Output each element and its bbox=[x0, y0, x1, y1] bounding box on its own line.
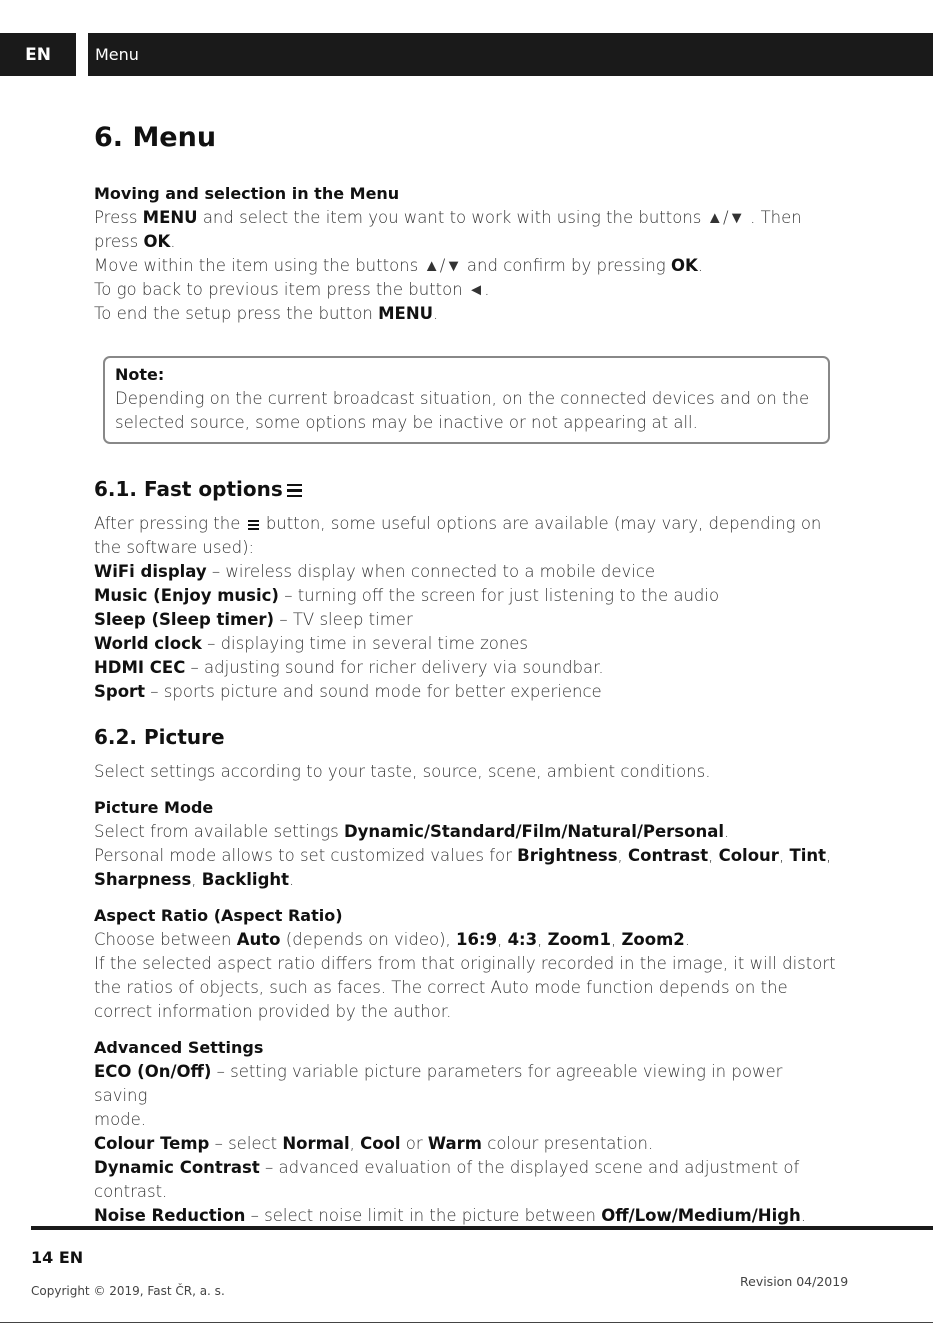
text: , bbox=[191, 870, 202, 889]
ok-key: OK bbox=[670, 256, 698, 275]
text: To end the setup press the button bbox=[94, 304, 379, 323]
contrast-term: Contrast bbox=[628, 846, 709, 865]
picture-intro: Select settings according to your taste, source, scene, ambient conditions. bbox=[94, 762, 711, 781]
option-name: Sleep (Sleep timer) bbox=[94, 610, 275, 629]
fast-option-item bbox=[94, 560, 839, 584]
text: . bbox=[289, 870, 295, 889]
header-bar bbox=[88, 33, 933, 76]
text: , bbox=[617, 846, 629, 865]
aspect-ratio-line-3: the ratios of objects, such as faces. The correct Auto mode function depends on the bbox=[94, 978, 788, 997]
option-desc: – turning off the screen for just listening to the audio bbox=[278, 586, 720, 605]
revision: Revision 04/2019 bbox=[740, 1274, 849, 1289]
text: , bbox=[610, 930, 622, 949]
menu-icon bbox=[287, 481, 302, 501]
text: After pressing the bbox=[94, 514, 246, 533]
text: Personal mode allows to set customized values for bbox=[94, 846, 518, 865]
eco-line-2: mode. bbox=[94, 1110, 147, 1129]
text: Select from available settings bbox=[94, 822, 344, 841]
sharpness-term: Sharpness bbox=[94, 870, 192, 889]
section-title-picture: 6.2. Picture bbox=[94, 725, 225, 749]
dynamic-contrast-line-2: contrast. bbox=[94, 1182, 168, 1201]
option-desc: – sports picture and sound mode for better experience bbox=[145, 682, 602, 701]
header-title: Menu bbox=[95, 45, 139, 64]
note-line-1: Depending on the current broadcast situation, on the connected devices and on the bbox=[115, 389, 810, 408]
language-label: EN bbox=[25, 44, 51, 65]
fast-intro-1 bbox=[94, 512, 839, 536]
picture-mode-line-2 bbox=[94, 844, 839, 868]
noise-reduction-line bbox=[94, 1204, 839, 1228]
normal-term: Normal bbox=[282, 1134, 350, 1153]
aspect-ratio-line-2: If the selected aspect ratio differs from that originally recorded in the image, it will distort bbox=[94, 954, 836, 973]
ok-key: OK bbox=[143, 232, 171, 251]
fast-option-item bbox=[94, 608, 839, 632]
option-desc: – wireless display when connected to a mobile device bbox=[206, 562, 656, 581]
noise-values: Off/Low/Medium/High bbox=[601, 1206, 801, 1225]
text: colour presentation. bbox=[482, 1134, 654, 1153]
language-badge bbox=[0, 33, 76, 76]
text: (depends on video), bbox=[280, 930, 457, 949]
note-line-2: selected source, some options may be inactive or not appearing at all. bbox=[115, 413, 698, 432]
fast-intro-2: the software used): bbox=[94, 538, 255, 557]
note-box bbox=[103, 356, 830, 444]
fast-option-item bbox=[94, 680, 839, 704]
picture-mode-line-1 bbox=[94, 820, 839, 844]
text: . bbox=[724, 822, 730, 841]
footer-divider bbox=[31, 1226, 933, 1230]
advanced-settings-block bbox=[94, 1036, 839, 1228]
page-content bbox=[94, 118, 839, 1228]
aspect-ratio-block bbox=[94, 904, 839, 1024]
text: . bbox=[433, 304, 439, 323]
dynamic-contrast-term: Dynamic Contrast bbox=[94, 1158, 260, 1177]
menu-key: MENU bbox=[142, 208, 198, 227]
text: , bbox=[349, 1134, 361, 1153]
ratio-4-3: 4:3 bbox=[507, 930, 538, 949]
text: press bbox=[94, 232, 144, 251]
text: Move within the item using the buttons ▲/▼ and confirm by pressing bbox=[94, 256, 671, 275]
option-name: WiFi display bbox=[94, 562, 207, 581]
picture-mode-line-3 bbox=[94, 868, 839, 892]
option-desc: – displaying time in several time zones bbox=[201, 634, 529, 653]
backlight-term: Backlight bbox=[201, 870, 290, 889]
option-name: World clock bbox=[94, 634, 202, 653]
picture-section bbox=[94, 722, 839, 1228]
colour-temp-line bbox=[94, 1132, 839, 1156]
option-desc: – adjusting sound for richer delivery via soundbar. bbox=[185, 658, 604, 677]
chapter-title: 6. Menu bbox=[94, 122, 217, 153]
section-title-text: 6.1. Fast options bbox=[94, 477, 283, 501]
option-name: Sport bbox=[94, 682, 146, 701]
moving-line-2 bbox=[94, 230, 839, 254]
aspect-ratio-line-4: correct information provided by the author. bbox=[94, 1002, 452, 1021]
menu-key: MENU bbox=[378, 304, 434, 323]
bottom-divider bbox=[0, 1322, 933, 1323]
text: , bbox=[778, 846, 790, 865]
mode-values: Dynamic/Standard/Film/Natural/Personal bbox=[343, 822, 724, 841]
eco-term: ECO (On/Off) bbox=[94, 1062, 212, 1081]
text: . bbox=[170, 232, 176, 251]
text: and select the item you want to work with using the buttons ▲/▼ . Then bbox=[197, 208, 802, 227]
text: button, some useful options are available (may vary, depending on bbox=[260, 514, 822, 533]
text: , bbox=[497, 930, 508, 949]
eco-line bbox=[94, 1060, 839, 1108]
noise-reduction-term: Noise Reduction bbox=[94, 1206, 246, 1225]
text: . bbox=[800, 1206, 807, 1225]
picture-mode-block bbox=[94, 796, 839, 892]
note-title: Note: bbox=[115, 365, 165, 384]
moving-line-1 bbox=[94, 206, 839, 230]
text: – advanced evaluation of the displayed scene and adjustment of bbox=[259, 1158, 800, 1177]
section-title-fast-options bbox=[94, 474, 839, 504]
option-name: Music (Enjoy music) bbox=[94, 586, 279, 605]
text: – setting variable picture parameters for agreeable viewing in power saving bbox=[94, 1062, 783, 1105]
cool-term: Cool bbox=[360, 1134, 401, 1153]
option-desc: – TV sleep timer bbox=[274, 610, 413, 629]
option-name: HDMI CEC bbox=[94, 658, 186, 677]
fast-option-item bbox=[94, 656, 839, 680]
brightness-term: Brightness bbox=[517, 846, 618, 865]
text: Press bbox=[94, 208, 143, 227]
copyright: Copyright © 2019, Fast ČR, a. s. bbox=[31, 1284, 225, 1298]
page-number: 14 EN bbox=[31, 1248, 84, 1267]
text: , bbox=[537, 930, 548, 949]
text: – select noise limit in the picture between bbox=[245, 1206, 602, 1225]
colour-term: Colour bbox=[718, 846, 779, 865]
zoom1-term: Zoom1 bbox=[547, 930, 611, 949]
moving-line-5 bbox=[94, 302, 839, 326]
text: . bbox=[684, 930, 690, 949]
ratio-16-9: 16:9 bbox=[456, 930, 498, 949]
fast-option-item bbox=[94, 584, 839, 608]
text: . bbox=[697, 256, 704, 275]
warm-term: Warm bbox=[427, 1134, 482, 1153]
auto-term: Auto bbox=[236, 930, 281, 949]
fast-option-item bbox=[94, 632, 839, 656]
picture-mode-heading: Picture Mode bbox=[94, 798, 214, 817]
text: , bbox=[825, 846, 832, 865]
moving-heading: Moving and selection in the Menu bbox=[94, 184, 400, 203]
fast-options-section bbox=[94, 474, 839, 704]
moving-line-3 bbox=[94, 254, 839, 278]
aspect-ratio-heading: Aspect Ratio (Aspect Ratio) bbox=[94, 906, 343, 925]
aspect-ratio-line-1 bbox=[94, 928, 839, 952]
colour-temp-term: Colour Temp bbox=[94, 1134, 210, 1153]
text: – select bbox=[209, 1134, 283, 1153]
zoom2-term: Zoom2 bbox=[621, 930, 685, 949]
menu-icon bbox=[248, 518, 259, 532]
dynamic-contrast-line bbox=[94, 1156, 839, 1180]
moving-line-4: To go back to previous item press the button ◄. bbox=[94, 280, 490, 299]
text: , bbox=[708, 846, 719, 865]
advanced-settings-heading: Advanced Settings bbox=[94, 1038, 264, 1057]
moving-section bbox=[94, 182, 839, 326]
text: Choose between bbox=[94, 930, 237, 949]
tint-term: Tint bbox=[789, 846, 826, 865]
text: or bbox=[400, 1134, 428, 1153]
